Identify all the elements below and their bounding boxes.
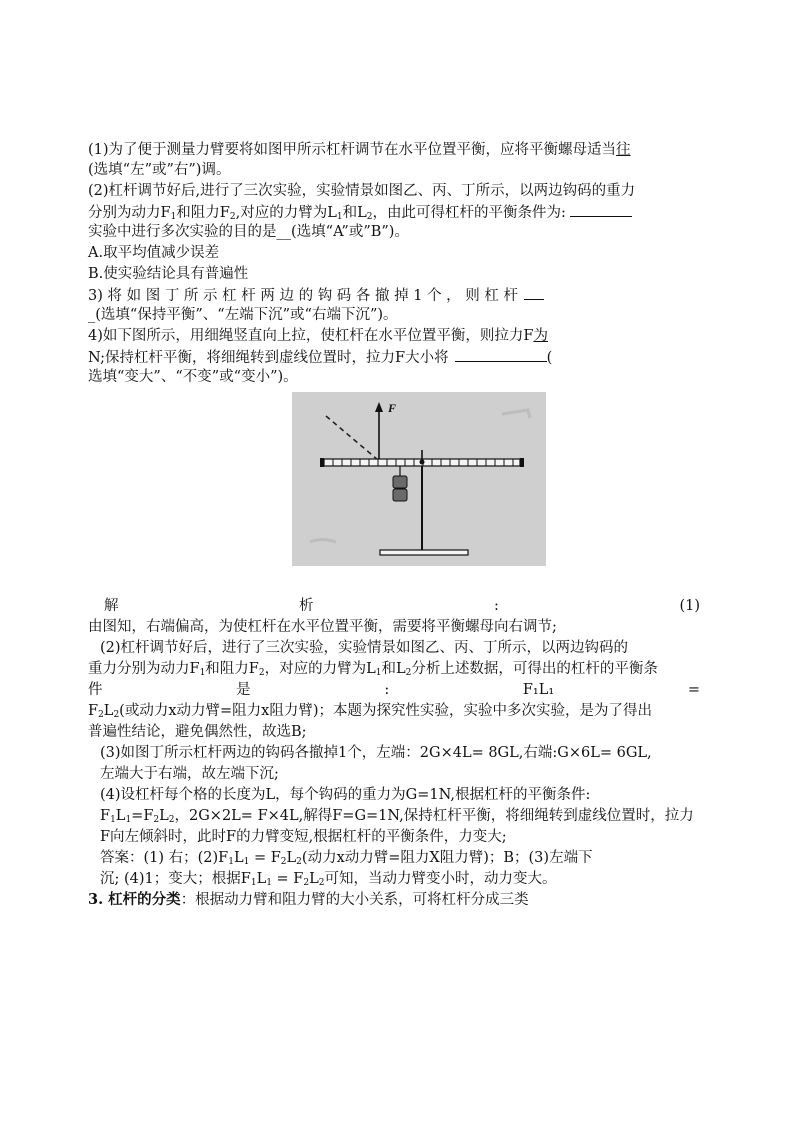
a3-text2: 左端大于右端，故左端下沉; bbox=[100, 766, 279, 782]
ans-text2b: L bbox=[256, 871, 267, 887]
analysis-a2-line5 bbox=[88, 722, 700, 742]
analysis-a2-line4: $F_2L_2$(或动力x动力臂=阻力x阻力臂)；本题为探究性实验，实验中多次实验，是为了得出 bbox=[88, 703, 652, 720]
analysis-a1-text: 由图知，右端偏高，为使杠杆在水平位置平衡，需要将平衡螺母向右调节; bbox=[88, 619, 557, 635]
q2-text2c: ,对应的力臂为L bbox=[235, 205, 337, 221]
q1-text: (1)为了便于测量力臂要将如图甲所示杠杆调节在水平位置平衡，应将平衡螺母适当 bbox=[88, 142, 617, 158]
q2-line3 bbox=[88, 222, 700, 242]
q4-line1 bbox=[88, 326, 700, 346]
a2-text2b: 和阻力F bbox=[205, 661, 259, 677]
a4-text2e: ，2G×2L= F×4L,解得F=G=1N,保持杠杆平衡，将细绳转到虚线位置时，拉力 bbox=[174, 808, 694, 824]
force-label: F bbox=[388, 401, 397, 415]
analysis-a4-line3 bbox=[88, 827, 712, 847]
a2-text2d: 和L bbox=[381, 661, 406, 677]
analysis-a1 bbox=[88, 617, 700, 637]
option-a-text: A.取平均值减少误差 bbox=[88, 245, 220, 261]
analysis-a4-line1 bbox=[88, 785, 712, 805]
a2-text2a: 重力分别为动力F bbox=[88, 661, 200, 677]
a2-text5: 普遍性结论，避免偶然性，故选B; bbox=[88, 724, 307, 740]
q1-line1 bbox=[88, 140, 700, 160]
ans-text2c: = F bbox=[271, 871, 304, 887]
q2-line2: 分别为动力$F_1$和阻力$F_2$,对应的力臂为$L_1$和$L_2$，由此可得杠杆的平衡条件为: bbox=[88, 202, 700, 223]
section3-line bbox=[88, 890, 700, 910]
q4-text3: 选填“变大”、“不变”或“变小”)。 bbox=[88, 369, 298, 385]
analysis-a2-text1: (2)杠杆调节好后，进行了三次实验，实验情景如图乙、丙、丁所示，以两边钩码的 bbox=[100, 640, 629, 656]
analysis-a2-line3 bbox=[88, 680, 700, 700]
q2-text2a: 分别为动力F bbox=[88, 205, 171, 221]
option-a bbox=[88, 243, 700, 263]
q4-text1: 4)如下图所示，用细绳竖直向上拉，使杠杆在水平位置平衡，则拉力F bbox=[88, 328, 534, 344]
a2-text3-4: F₁L₁ bbox=[522, 682, 555, 698]
q3-answer-blank bbox=[524, 285, 544, 300]
a4-text2c: =F bbox=[131, 808, 154, 824]
stand-base bbox=[380, 550, 468, 555]
q2-text2d: 和L bbox=[342, 205, 367, 221]
analysis-head-3: : bbox=[494, 598, 499, 614]
analysis-a2-line1 bbox=[88, 638, 700, 658]
lever-figure bbox=[292, 392, 546, 566]
analysis-a4-line2: $F_1L_1=F_2L_2$，2G×2L= F×4L,解得F=G=1N,保持杠杆平衡，将细绳转到虚线位置时，拉力 bbox=[100, 808, 694, 825]
q2-text3: 实验中进行多次实验的目的是__(选填“A”或”B”)。 bbox=[88, 224, 409, 240]
q1-line2 bbox=[88, 160, 700, 180]
q3-text2: _(选填“保持平衡”、“左端下沉”或“右端下沉”)。 bbox=[88, 307, 398, 323]
a2-text3-1: 件 bbox=[88, 682, 103, 698]
q3-text1: 3) 将 如 图 丁 所 示 杠 杆 两 边 的 钩 码 各 撤 掉 1 个 ， 则 杠 杆 bbox=[88, 288, 519, 304]
lever-left-knob bbox=[320, 458, 324, 467]
a2-text2c: ，对应的力臂为L bbox=[264, 661, 376, 677]
q4-text2: N;保持杠杆平衡，将细绳转到虚线位置时，拉力F大小将 bbox=[88, 350, 449, 366]
analysis-a2-line2: 重力分别为动力$F_1$和阻力$F_2$，对应的力臂为$L_1$和$L_2$分析上述数据，可得出的杠杆的平衡条 bbox=[88, 661, 658, 678]
a2-text4a: F bbox=[88, 703, 99, 719]
q4-paren: ( bbox=[546, 350, 553, 366]
bg-mark bbox=[502, 410, 530, 418]
a4-text1: (4)设杠杆每个格的长度为L，每个钩码的重力为G=1N,根据杠杆的平衡条件: bbox=[100, 787, 591, 803]
a4-text2a: F bbox=[100, 808, 111, 824]
a2-text4c: (或动力x动力臂=阻力x阻力臂)；本题为探究性实验，实验中多次实验，是为了得出 bbox=[119, 703, 652, 719]
dashed-rope-line bbox=[326, 416, 378, 460]
ans-text1a: 答案：(1) 右；(2)F bbox=[100, 850, 229, 866]
ans-text1c: = F bbox=[249, 850, 281, 866]
q4-line3 bbox=[88, 367, 700, 387]
ans-text1d: L bbox=[286, 850, 297, 866]
a4-text2d: L bbox=[159, 808, 169, 824]
force-arrow-head bbox=[375, 402, 383, 412]
q4-line2 bbox=[88, 347, 700, 368]
lever-diagram bbox=[292, 392, 546, 566]
a2-text3-5: = bbox=[687, 682, 700, 698]
bg-mark bbox=[310, 540, 336, 543]
ans-text2e: 可知，当动力臂变小时，动力变大。 bbox=[324, 871, 557, 887]
q3-line1 bbox=[88, 285, 700, 306]
q4-answer-blank bbox=[455, 347, 547, 362]
answer-line2: 沉; (4)1；变大；根据$F_1L_1 = F_2L_2$可知，当动力臂变小时，动力变大。 bbox=[100, 871, 557, 888]
a4-text2b: L bbox=[115, 808, 126, 824]
q2-answer-blank bbox=[570, 202, 632, 217]
hook-weight-1 bbox=[393, 476, 407, 488]
a4-text3: F向左倾斜时，此时F的力臂变短,根据杠杆的平衡条件，力变大; bbox=[100, 829, 507, 845]
q4-underlined: 为 bbox=[533, 328, 548, 344]
analysis-a3-line2 bbox=[88, 764, 712, 784]
option-b bbox=[88, 264, 700, 284]
a2-text4b: L bbox=[103, 703, 114, 719]
lever-right-knob bbox=[520, 458, 524, 467]
analysis-a3-line1 bbox=[88, 743, 712, 763]
pivot bbox=[420, 460, 425, 465]
q2-text1: (2)杠杆调节好后,进行了三次实验，实验情景如图乙、丙、丁所示，以两边钩码的重力 bbox=[88, 183, 636, 199]
q2-text2b: 和阻力F bbox=[176, 205, 230, 221]
answer-line1: 答案：(1) 右；$(2)F_1L_1 = F_2L_2$(动力x动力臂=阻力X阻力臂)；B；(3)左端下 bbox=[100, 850, 593, 867]
q2-text2e: ，由此可得杠杆的平衡条件为: bbox=[372, 205, 566, 221]
analysis-head-2: 析 bbox=[299, 598, 314, 614]
q1-underlined: 往 bbox=[616, 142, 631, 158]
ans-text2a: 沉; (4)1；变大；根据F bbox=[100, 871, 251, 887]
q3-line2 bbox=[88, 305, 700, 325]
analysis-head bbox=[88, 596, 700, 616]
ans-text1e: (动力x动力臂=阻力X阻力臂)；B；(3)左端下 bbox=[301, 850, 593, 866]
analysis-head-4: (1) bbox=[679, 598, 700, 614]
a2-text3-3: : bbox=[384, 682, 390, 698]
ans-text2d: L bbox=[309, 871, 319, 887]
section3-title: 3. 杠杆的分类 bbox=[88, 891, 181, 908]
ans-text1b: L bbox=[233, 850, 244, 866]
q2-line1 bbox=[88, 181, 700, 201]
q1-text2: (选填“左”或”右”)调。 bbox=[88, 162, 231, 178]
hook-weight-2 bbox=[393, 489, 407, 501]
a3-text1: (3)如图丁所示杠杆两边的钩码各撤掉1个，左端：2G×4L= 8GL,右端:G×6L= 6GL, bbox=[100, 745, 652, 761]
a2-text3-2: 是 bbox=[236, 682, 251, 698]
section3-text: ：根据动力臂和阻力臂的大小关系，可将杠杆分成三类 bbox=[180, 892, 529, 908]
option-b-text: B.使实验结论具有普遍性 bbox=[88, 266, 249, 282]
analysis-head-1: 解 bbox=[104, 598, 119, 614]
a2-text2e: 分析上述数据，可得出的杠杆的平衡条 bbox=[411, 661, 658, 677]
